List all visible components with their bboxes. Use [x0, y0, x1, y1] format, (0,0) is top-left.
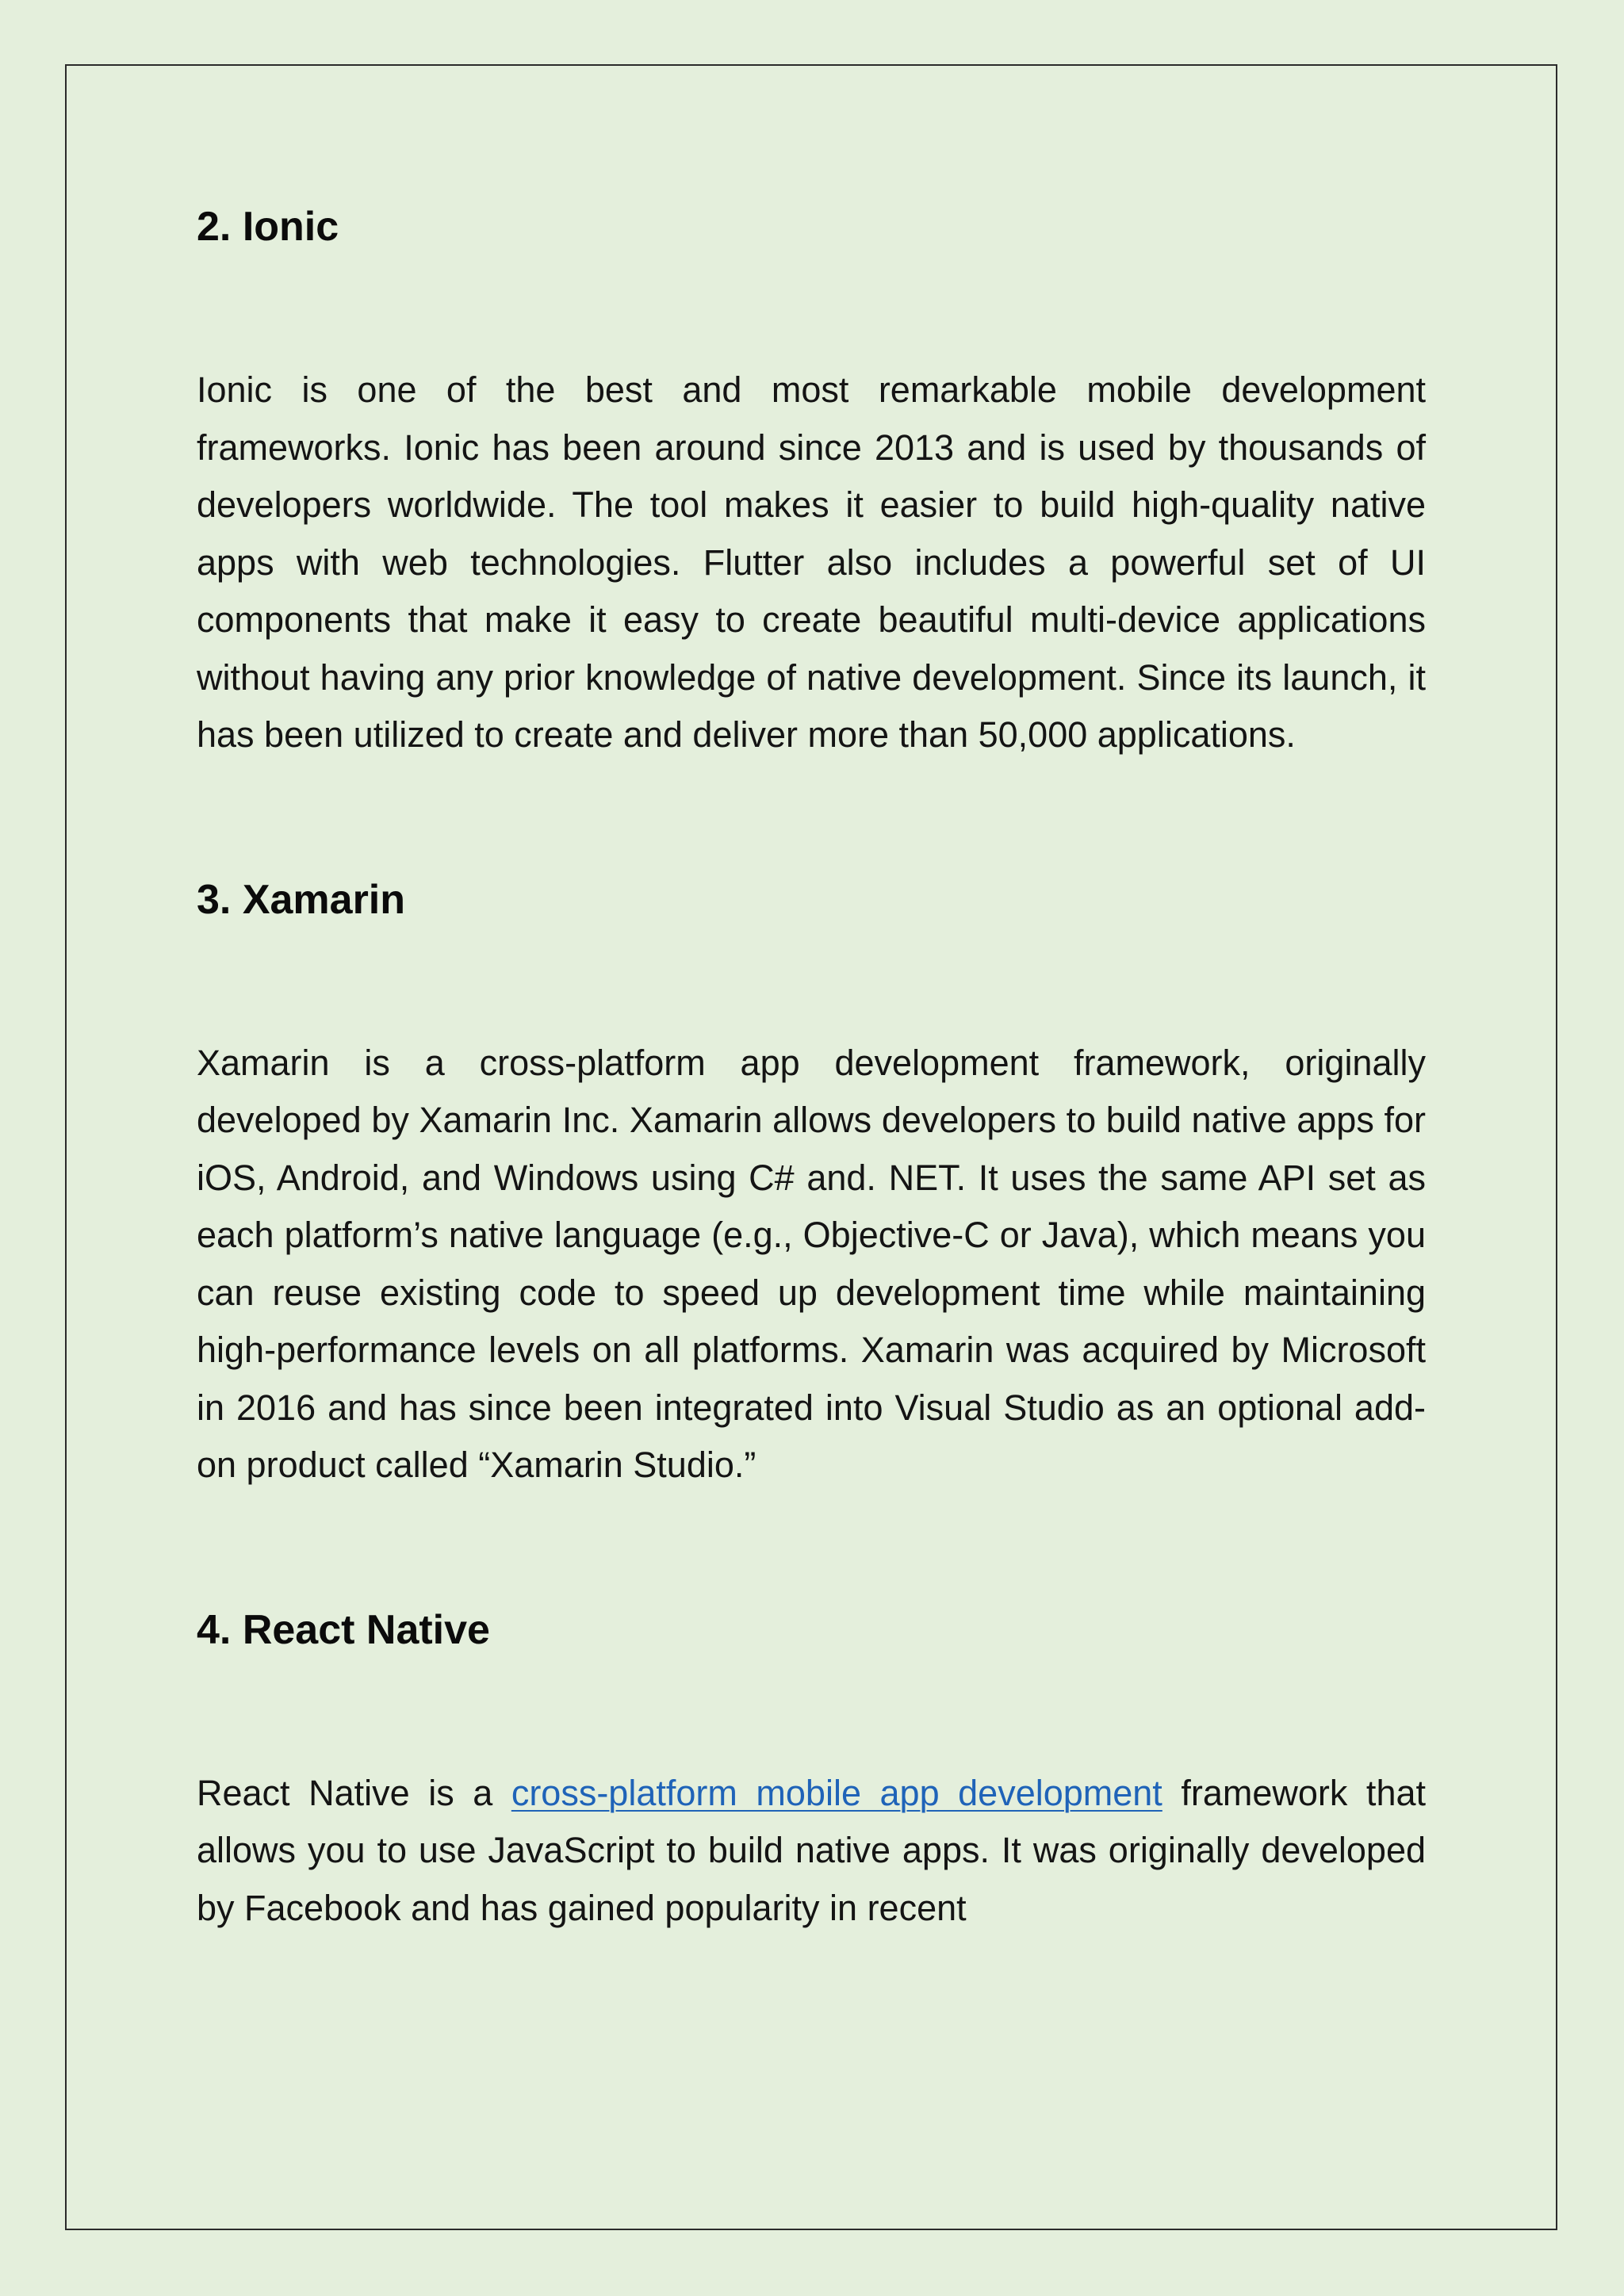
body-text-after-link: framework that allows you to use JavaScript to build native apps. It was originally developed by Facebook and has gained popularity in recent [197, 1772, 1426, 1928]
section-heading-react-native: 4. React Native [197, 1606, 490, 1653]
section-body-ionic: Ionic is one of the best and most remarkable mobile development frameworks. Ionic has been around since 2013 and is used by thousands of developers worldwide. The tool makes it easier to build high-quality native apps with web technologies. Flutter also includes a powerful set of UI components that make it easy to create beautiful multi-device applications without having any prior knowledge of native development. Since its launch, it has been utilized to create and deliver more than 50,000 applications. [197, 369, 1426, 755]
section-xamarin [197, 871, 1426, 1494]
section-ionic [197, 198, 1426, 764]
section-body-xamarin: Xamarin is a cross-platform app development framework, originally developed by Xamarin Inc. Xamarin allows developers to build native apps for iOS, Android, and Windows using C# and. NET. It uses the same API set as each platform’s native language (e.g., Objective-C or Java), which means you can reuse existing code to speed up development time while maintaining high-performance levels on all platforms. Xamarin was acquired by Microsoft in 2016 and has since been integrated into Visual Studio as an optional add-on product called “Xamarin Studio.” [197, 1042, 1426, 1485]
section-body-react-native [197, 1765, 1426, 1938]
section-react-native [197, 1601, 1426, 1938]
cross-platform-link[interactable]: cross-platform mobile app development [511, 1772, 1162, 1813]
section-heading-xamarin: 3. Xamarin [197, 876, 406, 923]
document-content [197, 198, 1426, 1937]
section-heading-ionic: 2. Ionic [197, 204, 339, 250]
body-text-before-link: React Native is a [197, 1772, 511, 1813]
